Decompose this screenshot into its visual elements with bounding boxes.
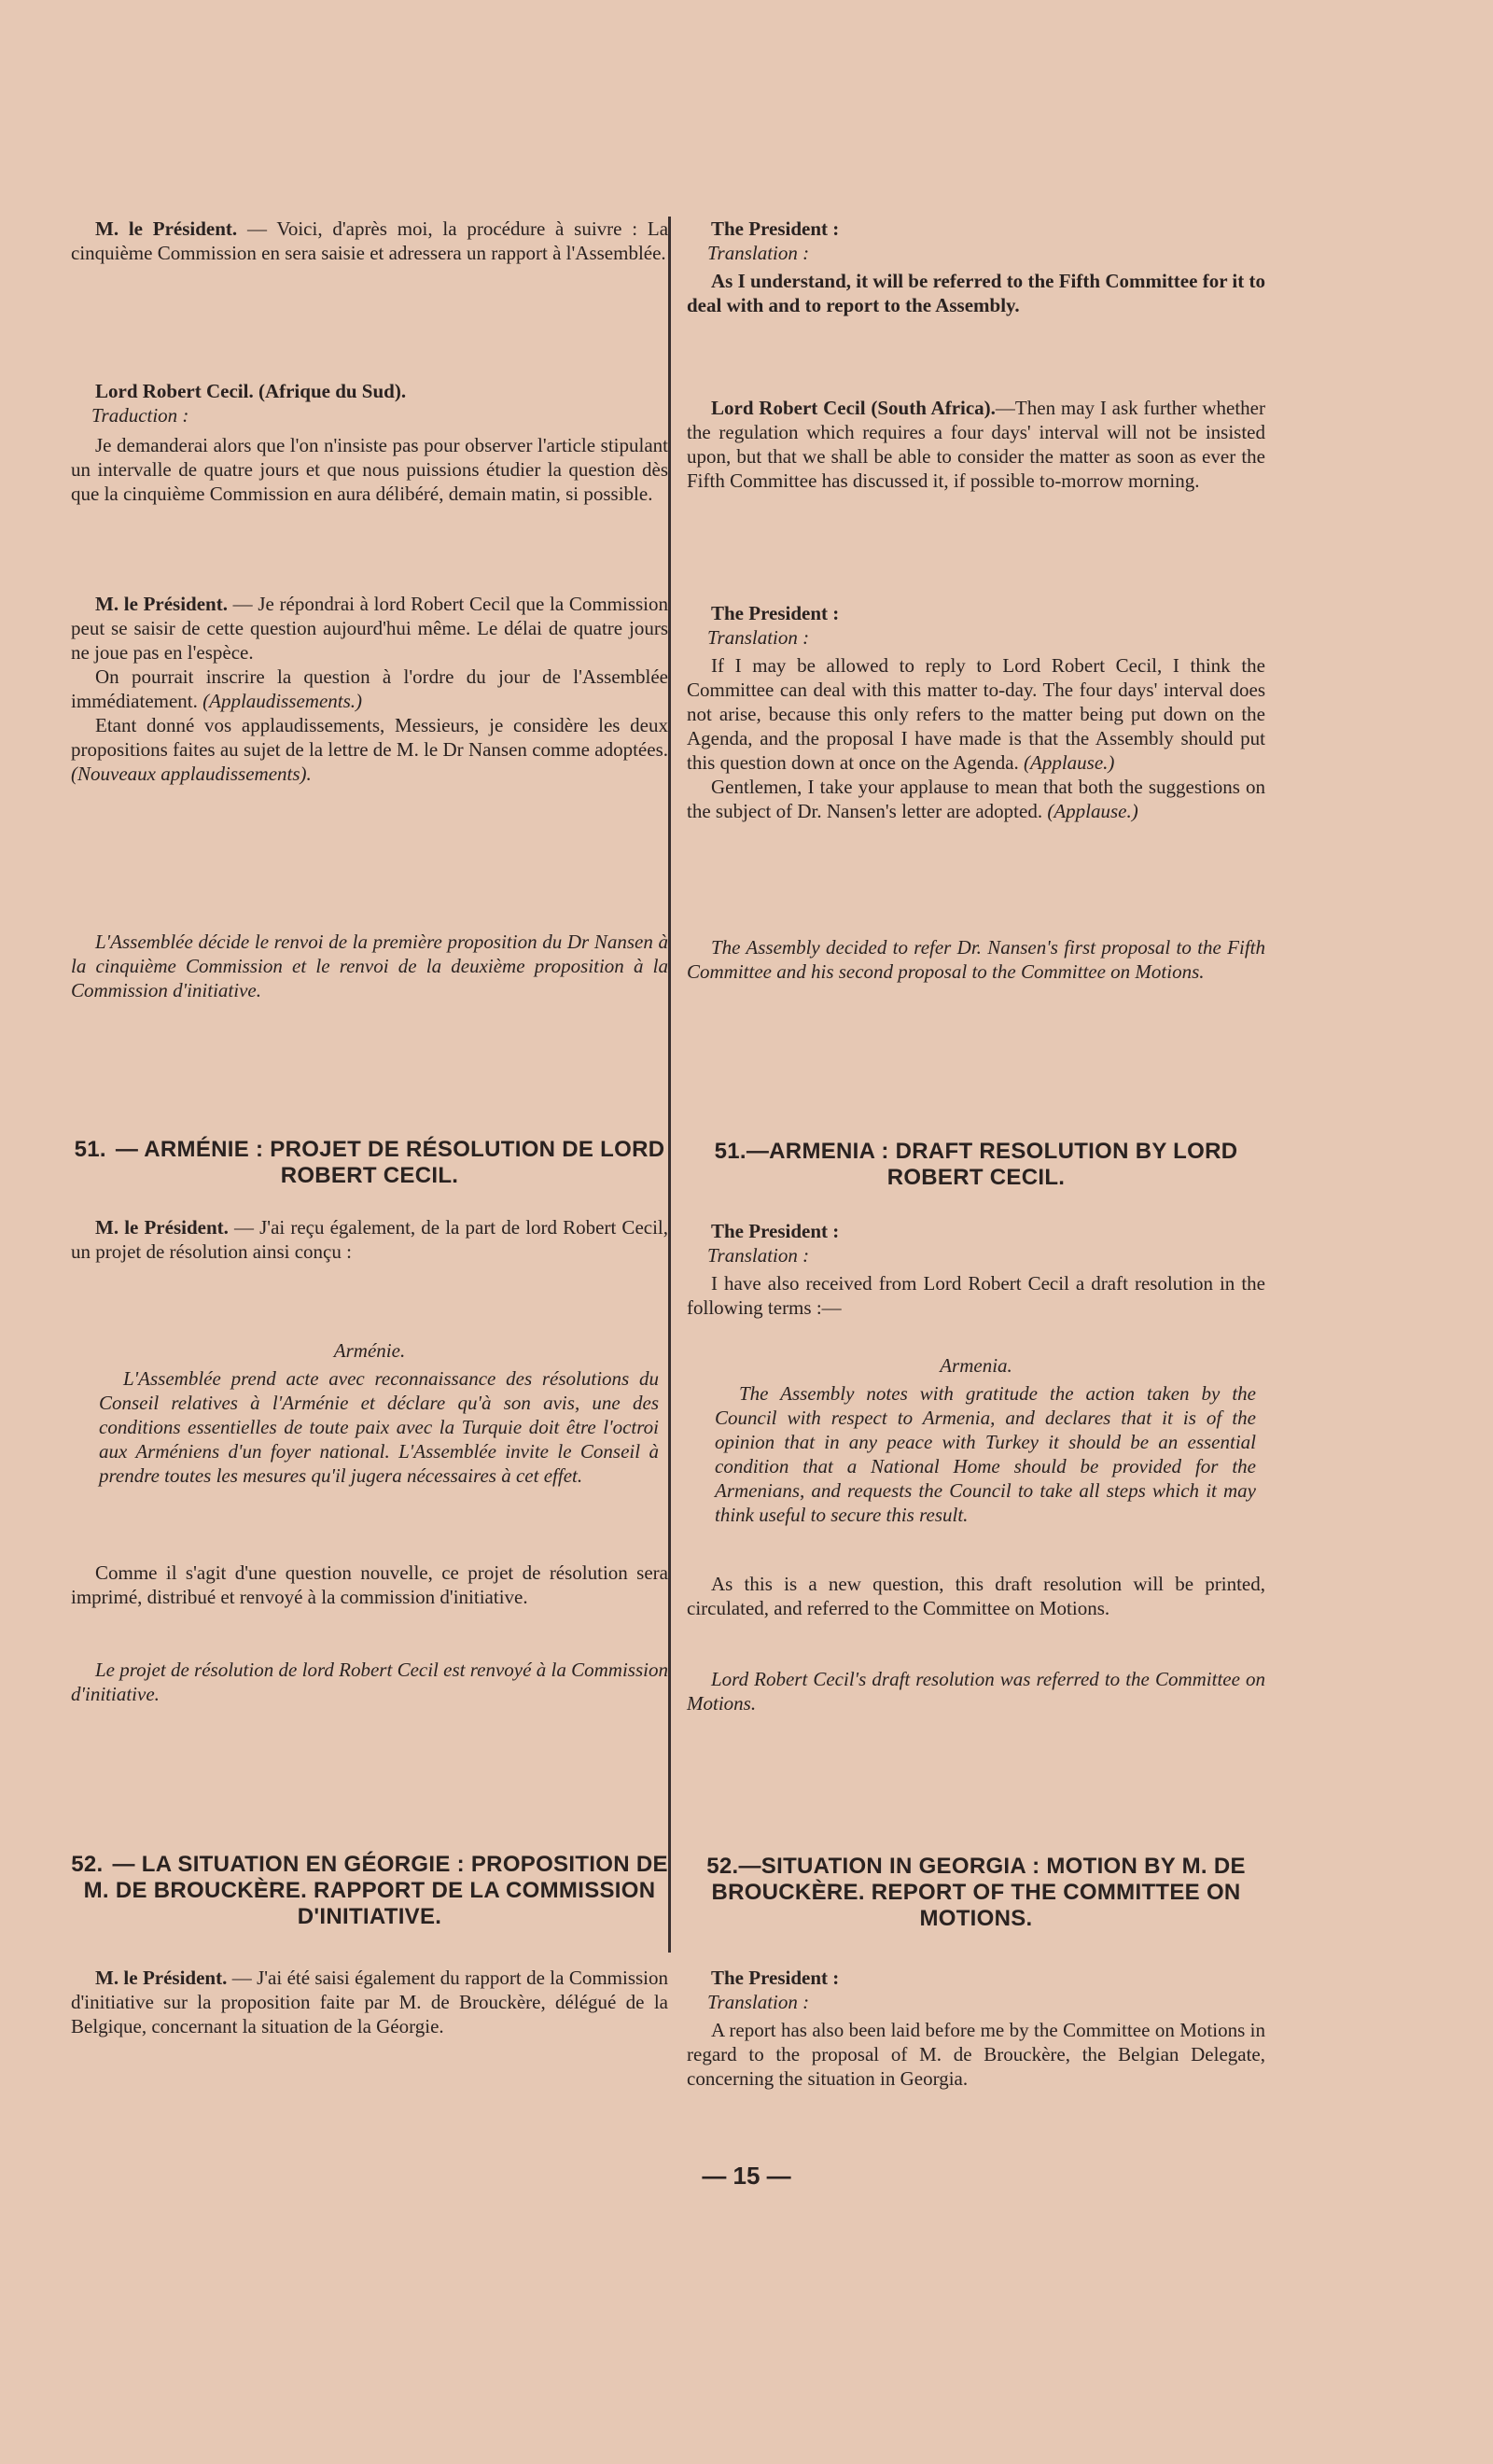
en-president-statement-3 <box>687 1219 1265 1320</box>
speaker-name: The President : <box>711 1220 840 1242</box>
en-cecil-statement <box>687 396 1265 493</box>
section-title: —SITUATION IN GEORGIA : MOTION BY M. DE BROUCKÈRE. REPORT OF THE COMMITTEE ON MOTIONS. <box>711 1854 1246 1931</box>
resolution-title: Armenia. <box>940 1354 1012 1377</box>
en-heading-51 <box>687 1139 1265 1191</box>
en-president-statement-4 <box>687 1966 1265 2091</box>
speech-text: —Then may I ask further whether the regulation which requires a four days' interval will not be insisted upon, but that we shall be able to consider the matter as soon as ever the Fifth Committee has discussed it, if possible to-morrow morning. <box>687 397 1265 492</box>
translation-label: Translation : <box>707 242 810 264</box>
section-title: —ARMENIA : DRAFT RESOLUTION BY LORD ROBERT CECIL. <box>746 1139 1238 1190</box>
speech-text: — Je répondrai à lord Robert Cecil que la Commission peut se saisir de cette question aujourd'hui même. Le délai de quatre jours ne joue pas en l'espèce. <box>71 593 669 664</box>
decision-text: Le projet de résolution de lord Robert Cecil est renvoyé à la Commission d'initiative. <box>71 1659 668 1705</box>
speaker-name: M. le Président. <box>95 1967 228 1989</box>
speaker-name: M. le Président. <box>95 593 228 615</box>
en-procedure-note <box>687 1572 1265 1620</box>
speech-text: — J'ai reçu également, de la part de lord Robert Cecil, un projet de résolution ainsi conçu : <box>71 1216 669 1263</box>
decision-text: The Assembly decided to refer Dr. Nansen's first proposal to the Fifth Committee and his second proposal to the Committee on Motions. <box>687 936 1265 983</box>
speaker-name: M. le Président. <box>95 217 238 240</box>
fr-president-statement-1 <box>71 217 668 265</box>
fr-president-statement-3 <box>71 1215 668 1264</box>
fr-heading-52 <box>71 1852 668 1930</box>
fr-procedure-note <box>71 1561 668 1609</box>
speaker-name: The President : <box>711 602 840 624</box>
fr-cecil-statement <box>71 379 668 506</box>
fr-draft-resolution <box>71 1338 668 1488</box>
fr-president-statement-2 <box>71 592 668 786</box>
fr-heading-51 <box>71 1137 668 1189</box>
speech-text: — J'ai été saisi également du rapport de la Commission d'initiative sur la proposition faite par M. de Brouckère, délégué de la Belgique, concernant la situation de la Géorgie. <box>71 1967 669 2037</box>
translation-label: Translation : <box>707 626 810 649</box>
section-title: — ARMÉNIE : PROJET DE RÉSOLUTION DE LORD ROBERT CECIL. <box>115 1137 665 1188</box>
resolution-text: The Assembly notes with gratitude the action taken by the Council with respect to Armenia, and declares that it is of the opinion that in any peace with Turkey it should be an essential condition that a National Home should be provided for the Armenians, and requests the Council to take all steps which it may think useful to secure this result. <box>715 1382 1256 1526</box>
resolution-text: L'Assemblée prend acte avec reconnaissance des résolutions du Conseil relatives à l'Arménie et déclare qu'à son avis, une des conditions essentielles de toute paix avec la Turquie doit être l'octroi aux Arméniens d'un foyer national. L'Assemblée invite le Conseil à prendre toutes les mesures qu'il jugera nécessaires à cet effet. <box>99 1367 659 1487</box>
column-divider <box>668 217 671 1953</box>
applause-note: (Applause.) <box>1047 800 1138 822</box>
fr-assembly-decision <box>71 930 668 1002</box>
section-number: 52. <box>71 1852 104 1877</box>
en-heading-52 <box>687 1854 1265 1932</box>
speech-text: As I understand, it will be referred to the Fifth Committee for it to deal with and to report to the Assembly. <box>687 270 1265 316</box>
speech-text: Comme il s'agit d'une question nouvelle, ce projet de résolution sera imprimé, distribué et renvoyé à la commission d'initiative. <box>71 1561 668 1608</box>
en-referral-decision <box>687 1667 1265 1715</box>
translation-label: Translation : <box>707 1244 810 1267</box>
en-president-statement-1 <box>687 217 1265 317</box>
section-number: 52. <box>706 1854 739 1879</box>
page-number: — 15 — <box>702 2162 791 2190</box>
speech-text: Gentlemen, I take your applause to mean that both the suggestions on the subject of Dr. Nansen's letter are adopted. <box>687 776 1265 822</box>
translation-label: Translation : <box>707 1991 810 2013</box>
speech-text: As this is a new question, this draft resolution will be printed, circulated, and referred to the Committee on Motions. <box>687 1573 1265 1619</box>
translation-label: Traduction : <box>91 404 189 427</box>
en-president-statement-2 <box>687 601 1265 823</box>
speech-text: — Voici, d'après moi, la procédure à suivre : La cinquième Commission en sera saisie et adressera un rapport à l'Assemblée. <box>71 217 669 264</box>
section-title: — LA SITUATION EN GÉORGIE : PROPOSITION DE M. DE BROUCKÈRE. RAPPORT DE LA COMMISSION D'INITIATIVE. <box>83 1852 668 1929</box>
speech-text: If I may be allowed to reply to Lord Robert Cecil, I think the Committee can deal with this matter to-day. The four days' interval does not arise, because this only refers to the matter being put down on the Agenda, and the proposal I have made is that the Assembly should put this question down at once on the Agenda. <box>687 654 1265 774</box>
speaker-name: The President : <box>711 1967 840 1989</box>
fr-president-statement-4 <box>71 1966 668 2038</box>
speech-text: Etant donné vos applaudissements, Messieurs, je considère les deux propositions faites au sujet de la lettre de M. le Dr Nansen comme adoptées. <box>71 714 668 761</box>
section-number: 51. <box>74 1137 106 1162</box>
speech-text: I have also received from Lord Robert Cecil a draft resolution in the following terms :— <box>687 1272 1265 1319</box>
decision-text: Lord Robert Cecil's draft resolution was referred to the Committee on Motions. <box>687 1668 1265 1715</box>
resolution-title: Arménie. <box>333 1339 406 1362</box>
speaker-name: Lord Robert Cecil (South Africa). <box>711 397 996 419</box>
decision-text: L'Assemblée décide le renvoi de la première proposition du Dr Nansen à la cinquième Commission et le renvoi de la deuxième proposition à la Commission d'initiative. <box>71 931 668 1001</box>
en-draft-resolution <box>687 1353 1265 1527</box>
applause-note: (Applaudissements.) <box>202 690 363 712</box>
speech-text: A report has also been laid before me by the Committee on Motions in regard to the proposal of M. de Brouckère, the Belgian Delegate, concerning the situation in Georgia. <box>687 2019 1265 2090</box>
speaker-name: M. le Président. <box>95 1216 229 1239</box>
speaker-name: The President : <box>711 217 840 240</box>
applause-note: (Nouveaux applaudissements). <box>71 763 312 785</box>
speaker-name: Lord Robert Cecil. (Afrique du Sud). <box>95 380 407 402</box>
speech-text: On pourrait inscrire la question à l'ordre du jour de l'Assemblée immédiatement. <box>71 665 668 712</box>
speech-text: Je demanderai alors que l'on n'insiste pas pour observer l'article stipulant un intervalle de quatre jours et que nous puissions étudier la question dès que la cinquième Commission en aura délibéré, demain matin, si possible. <box>71 434 668 505</box>
applause-note: (Applause.) <box>1024 751 1115 774</box>
en-assembly-decision <box>687 935 1265 984</box>
section-number: 51. <box>714 1139 746 1164</box>
fr-referral-decision <box>71 1658 668 1706</box>
